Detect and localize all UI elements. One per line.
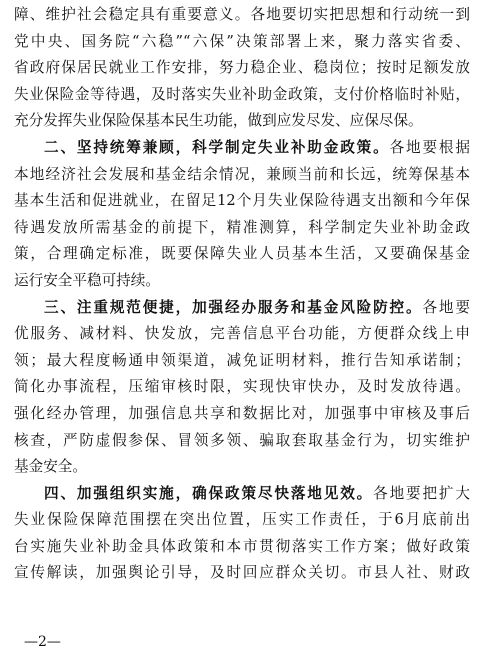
text-line: 基本生活和促进就业，在留足12个月失业保险待遇支出额和今年保 — [14, 192, 470, 210]
text-line: 领；最大程度畅通申领渠道，减免证明材料，推行告知承诺制； — [14, 351, 470, 369]
text-line: 运行安全平稳可持续。 — [14, 271, 160, 289]
section-heading: 四、加强组织实施，确保政策尽快落地见效。 — [44, 484, 374, 502]
text-line: 核查，严防虚假参保、冒领多领、骗取套取基金行为，切实维护 — [14, 431, 470, 449]
page-number: —2— — [24, 634, 61, 650]
text-line: 省政府保居民就业工作安排，努力稳企业、稳岗位；按时足额发放 — [14, 59, 470, 77]
text-line: 优服务、减材料、快发放，完善信息平台功能，方便群众线上申 — [14, 325, 470, 343]
text-line: 充分发挥失业保险保基本民生功能，做到应发尽发、应保尽保。 — [14, 112, 423, 130]
section-heading-line — [14, 481, 470, 508]
text-line: 台实施失业补助金具体政策和本市贯彻落实工作方案；做好政策 — [14, 537, 470, 555]
heading-line-text: 各地要 — [422, 298, 470, 316]
text-line: 失业保险保障范围摆在突出位置，压实工作责任，于6月底前出 — [14, 511, 470, 529]
document-body — [14, 2, 470, 587]
text-line: 党中央、国务院“六稳”“六保”决策部署上来，聚力落实省委、 — [14, 32, 470, 50]
text-line: 失业保险金等待遇，及时落实失业补助金政策，支付价格临时补贴， — [14, 85, 470, 103]
text-line: 宣传解读，加强舆论引导，及时回应群众关切。市县人社、财政 — [14, 564, 470, 582]
text-line: 简化办事流程，压缩审核时限，实现快审快办，及时发放待遇。 — [14, 378, 470, 396]
section-heading-line — [14, 135, 470, 162]
heading-line-text: 各地要把扩大 — [373, 484, 470, 502]
text-line: 基金安全。 — [14, 458, 87, 476]
section-heading: 二、坚持统筹兼顾，科学制定失业补助金政策。 — [44, 138, 390, 156]
text-line: 待遇发放所需基金的前提下，精准测算，科学制定失业补助金政 — [14, 218, 470, 236]
text-line: 障、维护社会稳定具有重要意义。各地要切实把思想和行动统一到 — [14, 6, 470, 23]
heading-line-text: 各地要根据 — [389, 138, 470, 156]
section-heading: 三、注重规范便捷，加强经办服务和基金风险防控。 — [44, 298, 423, 316]
text-line: 强化经办管理，加强信息共享和数据比对，加强事中审核及事后 — [14, 404, 470, 422]
section-heading-line — [14, 295, 470, 322]
text-line: 策，合理确定标准，既要保障失业人员基本生活，又要确保基金 — [14, 245, 470, 263]
text-line: 本地经济社会发展和基金结余情况，兼顾当前和长远，统筹保基本 — [14, 165, 470, 183]
